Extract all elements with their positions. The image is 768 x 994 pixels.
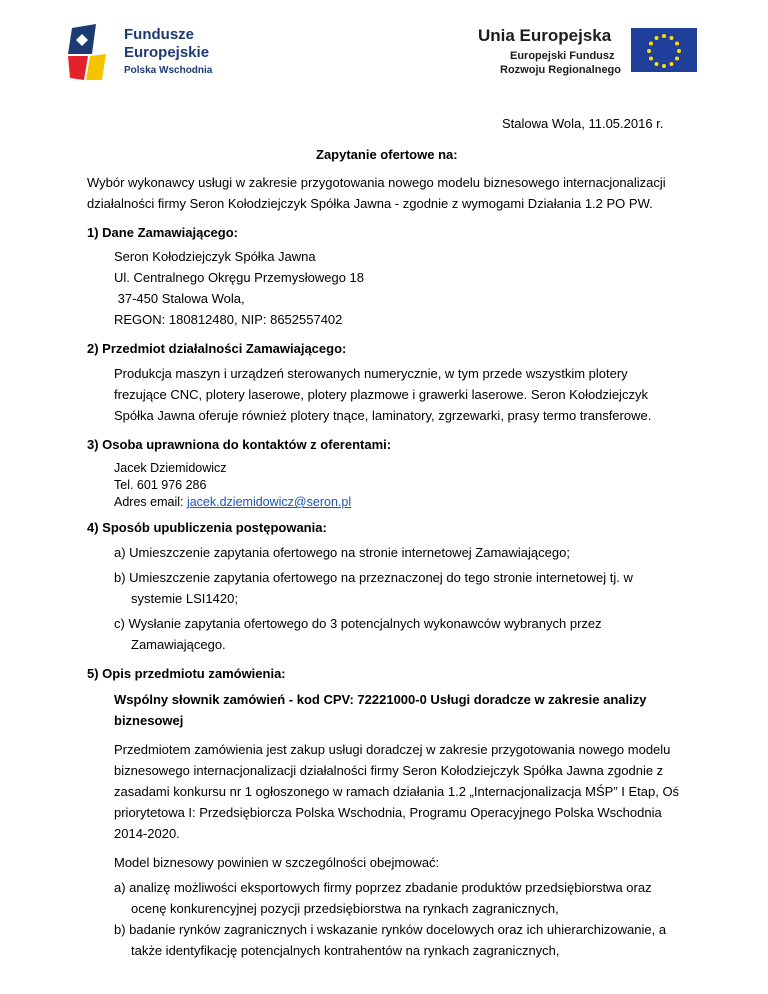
contact-email-label: Adres email: — [114, 495, 187, 509]
s2-line: Produkcja maszyn i urządzeń sterowanych numerycznie, w tym przede wszystkim plotery — [114, 366, 628, 381]
fe-logo-line3: Polska Wschodnia — [124, 65, 213, 76]
section-2-heading: 2) Przedmiot działalności Zamawiającego: — [87, 341, 347, 356]
model-item-b-line1: b) badanie rynków zagranicznych i wskazanie rynków docelowych oraz ich uhierarchizowanie, a — [114, 922, 667, 937]
model-item-a-line1: a) analizę możliwości eksportowych firmy poprzez zbadanie produktów przedsiębiorstwa oraz — [114, 880, 652, 895]
intro-line-2: działalności firmy Seron Kołodziejczyk Spółka Jawna - zgodnie z wymogami Działania 1.2 PO PW. — [87, 196, 653, 211]
model-item-b-line2: także identyfikację potencjalnych kontrahentów na rynkach zagranicznych, — [131, 943, 560, 958]
fundusze-europejskie-logo — [66, 24, 266, 84]
model-intro: Model biznesowy powinien w szczególności obejmować: — [114, 855, 440, 870]
s4-item-b-line2: systemie LSI1420; — [131, 591, 238, 606]
date-place: Stalowa Wola, 11.05.2016 r. — [502, 116, 664, 131]
page-title: Zapytanie ofertowe na: — [316, 147, 458, 162]
fe-logo-mark-icon — [66, 24, 118, 82]
model-item-a-line2: ocenę konkurencyjnej pozycji przedsiębiorstwa na rynkach zagranicznych, — [131, 901, 559, 916]
section-1-heading: 1) Dane Zamawiającego: — [87, 225, 238, 240]
s1-line: REGON: 180812480, NIP: 8652557402 — [114, 312, 343, 327]
s5-para-line: Przedmiotem zamówienia jest zakup usługi doradczej w zakresie przygotowania nowego modelu — [114, 742, 671, 757]
ue-logo-line3: Rozwoju Regionalnego — [500, 64, 621, 76]
cpv-line1: Wspólny słownik zamówień - kod CPV: 72221000-0 Usługi doradcze w zakresie analizy — [114, 692, 647, 707]
ue-logo-line2: Europejski Fundusz — [510, 50, 615, 62]
fe-logo-line1: Fundusze — [124, 26, 194, 43]
s4-item-a: a) Umieszczenie zapytania ofertowego na stronie internetowej Zamawiającego; — [114, 545, 570, 560]
s1-line: Ul. Centralnego Okręgu Przemysłowego 18 — [114, 270, 365, 285]
s5-para-line: priorytetowa I: Przedsiębiorcza Polska Wschodnia, Programu Operacyjnego Polska Wschodnia — [114, 805, 662, 820]
s2-line: frezujące CNC, plotery laserowe, plotery plazmowe i grawerki laserowe. Seron Kołodziejczyk — [114, 387, 648, 402]
contact-email-link[interactable]: jacek.dziemidowicz@seron.pl — [186, 495, 352, 509]
s2-line: Spółka Jawna oferuje również plotery tnące, laminatory, zgrzewarki, prasy termo transferowe. — [114, 408, 652, 423]
contact-name: Jacek Dziemidowicz — [114, 461, 227, 475]
fe-logo-line2: Europejskie — [124, 44, 210, 61]
intro-line-1: Wybór wykonawcy usługi w zakresie przygotowania nowego modelu biznesowego internacjonalizacji — [87, 175, 666, 190]
s4-item-b-line1: b) Umieszczenie zapytania ofertowego na przeznaczonej do tego stronie internetowej tj. w — [114, 570, 633, 585]
cpv-line2: biznesowej — [114, 713, 184, 728]
s4-item-c-line2: Zamawiającego. — [131, 637, 226, 652]
section-4-heading: 4) Sposób upubliczenia postępowania: — [87, 520, 327, 535]
ue-logo-line1: Unia Europejska — [478, 26, 612, 45]
s5-para-line: zasadami konkursu nr 1 ogłoszonego w ramach działania 1.2 „Internacjonalizacja MŚP” I Etap, Oś — [114, 784, 680, 799]
s1-line: 37-450 Stalowa Wola, — [114, 291, 245, 306]
contact-phone: Tel. 601 976 286 — [114, 478, 207, 492]
eu-flag-icon — [631, 28, 697, 72]
unia-europejska-logo — [470, 26, 710, 86]
section-3-heading: 3) Osoba uprawniona do kontaktów z oferentami: — [87, 437, 392, 452]
s5-para-line: 2014-2020. — [114, 826, 180, 841]
section-5-heading: 5) Opis przedmiotu zamówienia: — [87, 666, 286, 681]
s5-para-line: biznesowego internacjonalizacji działalności firmy Seron Kołodziejczyk Spółka Jawna zgodnie z — [114, 763, 664, 778]
contact-email-row — [114, 495, 351, 509]
s4-item-c-line1: c) Wysłanie zapytania ofertowego do 3 potencjalnych wykonawców wybranych przez — [114, 616, 602, 631]
s1-line: Seron Kołodziejczyk Spółka Jawna — [114, 249, 316, 264]
